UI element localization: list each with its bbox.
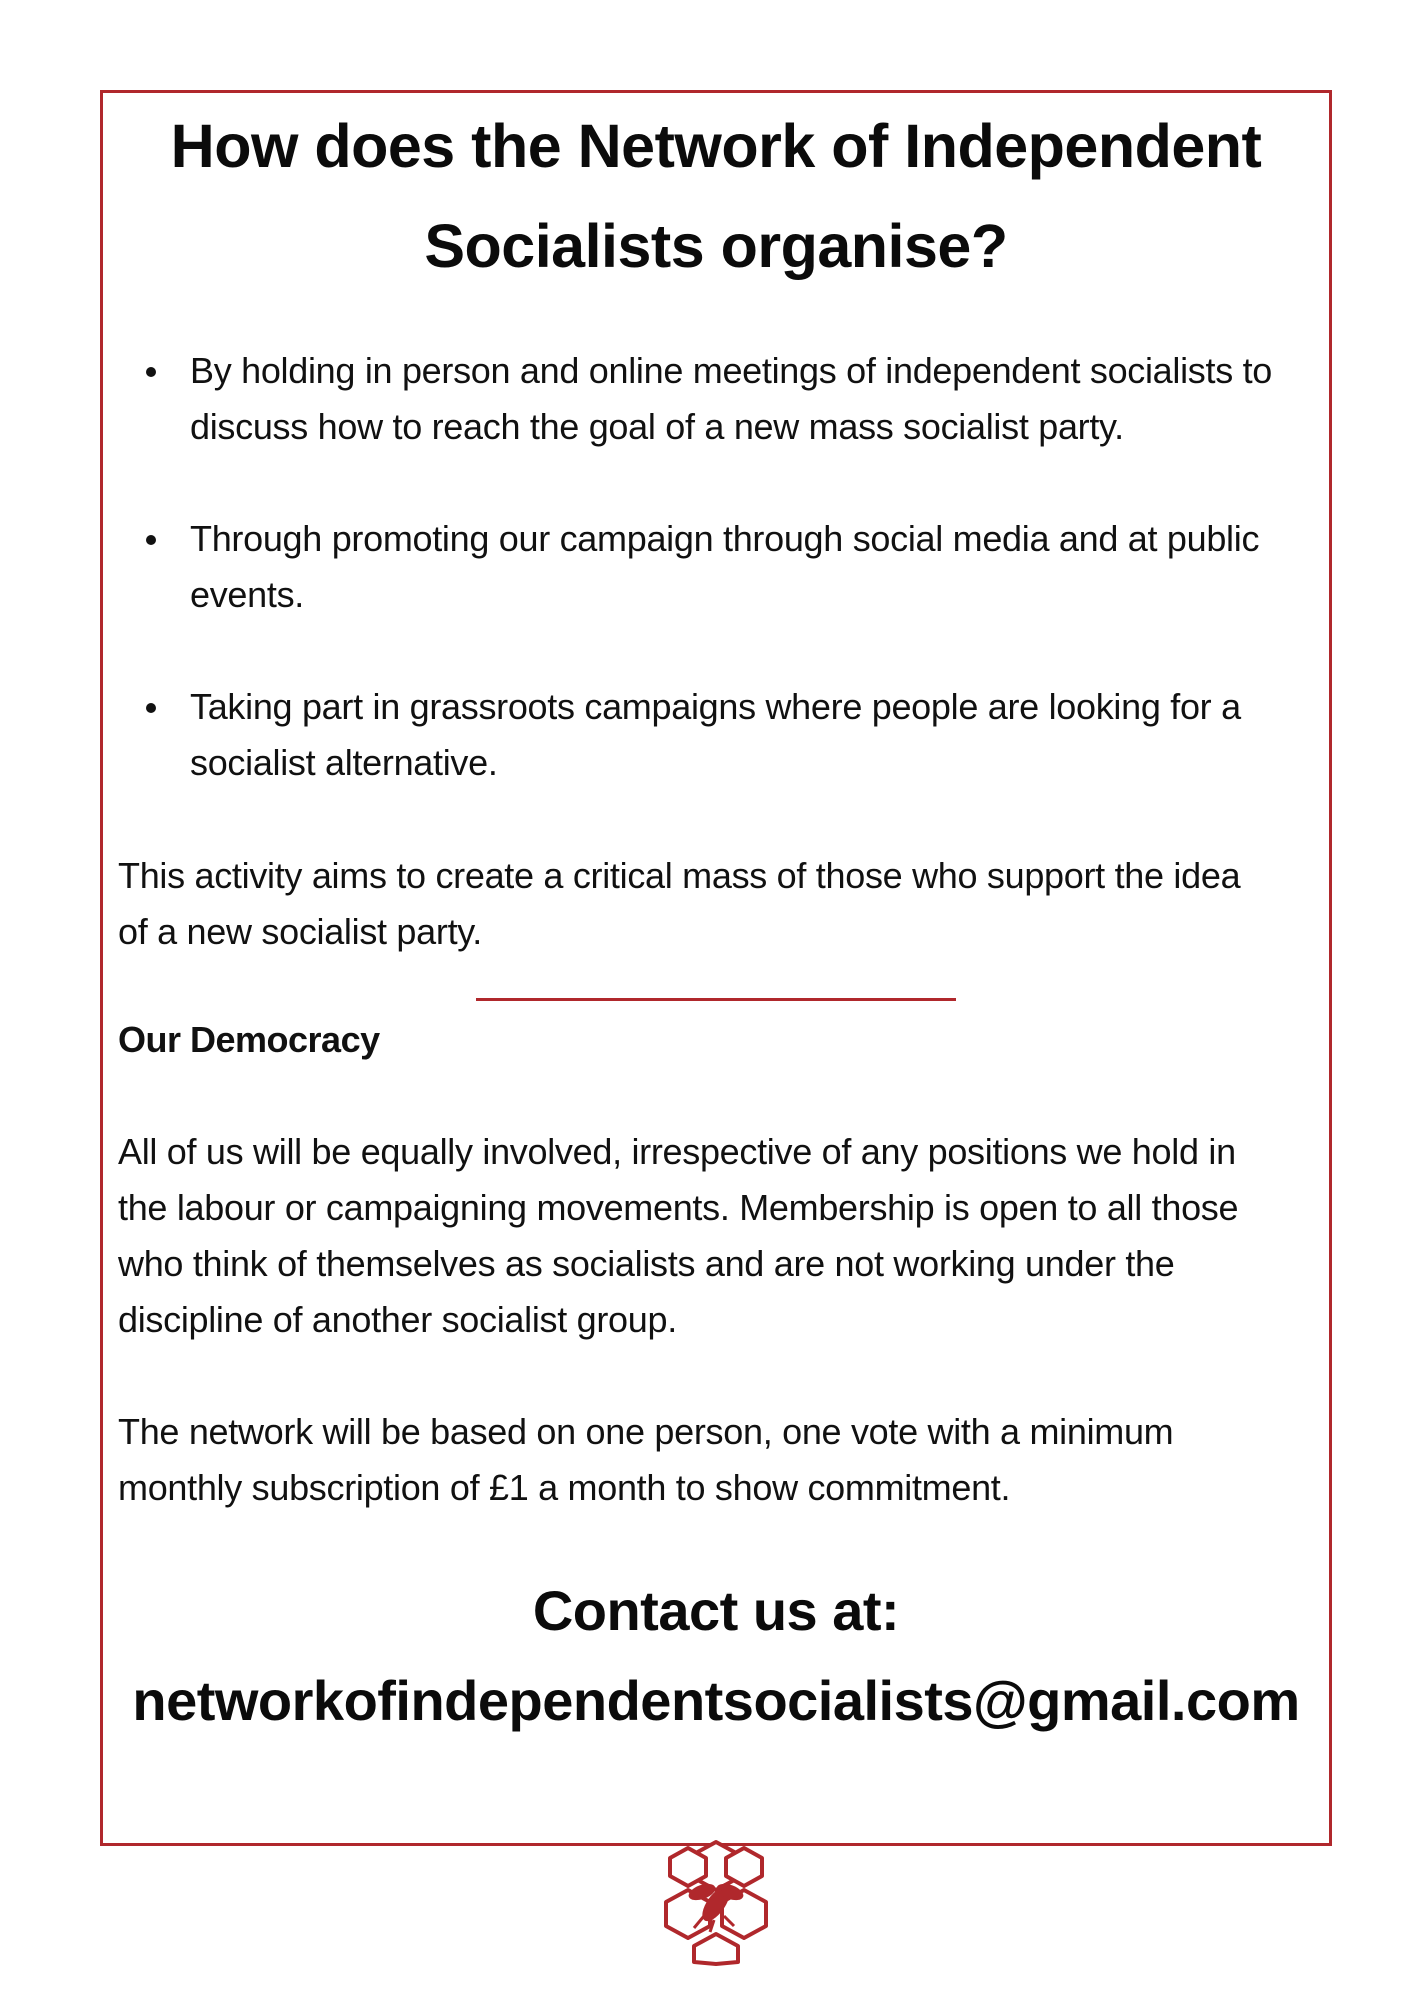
subscription-paragraph [118, 1404, 1313, 1516]
page-title [103, 96, 1329, 296]
section-divider [476, 998, 956, 1001]
membership-line-3: who think of themselves as socialists and are not working under the [118, 1243, 1175, 1284]
membership-line-1: All of us will be equally involved, irrespective of any positions we hold in [118, 1131, 1236, 1172]
summary-line-2: of a new socialist party. [118, 911, 482, 952]
membership-paragraph [118, 1124, 1313, 1348]
page-title-line-1: How does the Network of Independent [170, 112, 1262, 180]
membership-line-2: the labour or campaigning movements. Membership is open to all those [118, 1187, 1239, 1228]
summary-line-1: This activity aims to create a critical mass of those who support the idea [118, 855, 1241, 896]
list-item [130, 679, 1325, 791]
bullet-dot-icon [146, 535, 156, 545]
activity-summary [118, 848, 1313, 960]
subscription-line-1: The network will be based on one person, one vote with a minimum [118, 1411, 1174, 1452]
honeycomb-bee-logo-icon [654, 1836, 778, 1966]
contact-label: Contact us at: [532, 1579, 900, 1642]
list-item-line-1: By holding in person and online meetings of independent socialists to [190, 350, 1273, 391]
list-item [130, 343, 1325, 455]
page-title-line-2: Socialists organise? [424, 212, 1008, 280]
membership-line-4: discipline of another socialist group. [118, 1299, 677, 1340]
list-item-line-1: Taking part in grassroots campaigns where people are looking for a [190, 686, 1241, 727]
list-item-line-2: socialist alternative. [190, 742, 498, 783]
contact-email-link[interactable]: networkofindependentsocialists@gmail.com [132, 1669, 1300, 1732]
bullet-dot-icon [146, 703, 156, 713]
methods-list [130, 343, 1325, 847]
democracy-heading: Our Democracy [118, 1019, 380, 1060]
list-item-line-1: Through promoting our campaign through social media and at public [190, 518, 1260, 559]
list-item [130, 511, 1325, 623]
list-item-line-2: events. [190, 574, 304, 615]
bullet-dot-icon [146, 367, 156, 377]
list-item-line-2: discuss how to reach the goal of a new mass socialist party. [190, 406, 1124, 447]
subscription-line-2: monthly subscription of £1 a month to show commitment. [118, 1467, 1011, 1508]
